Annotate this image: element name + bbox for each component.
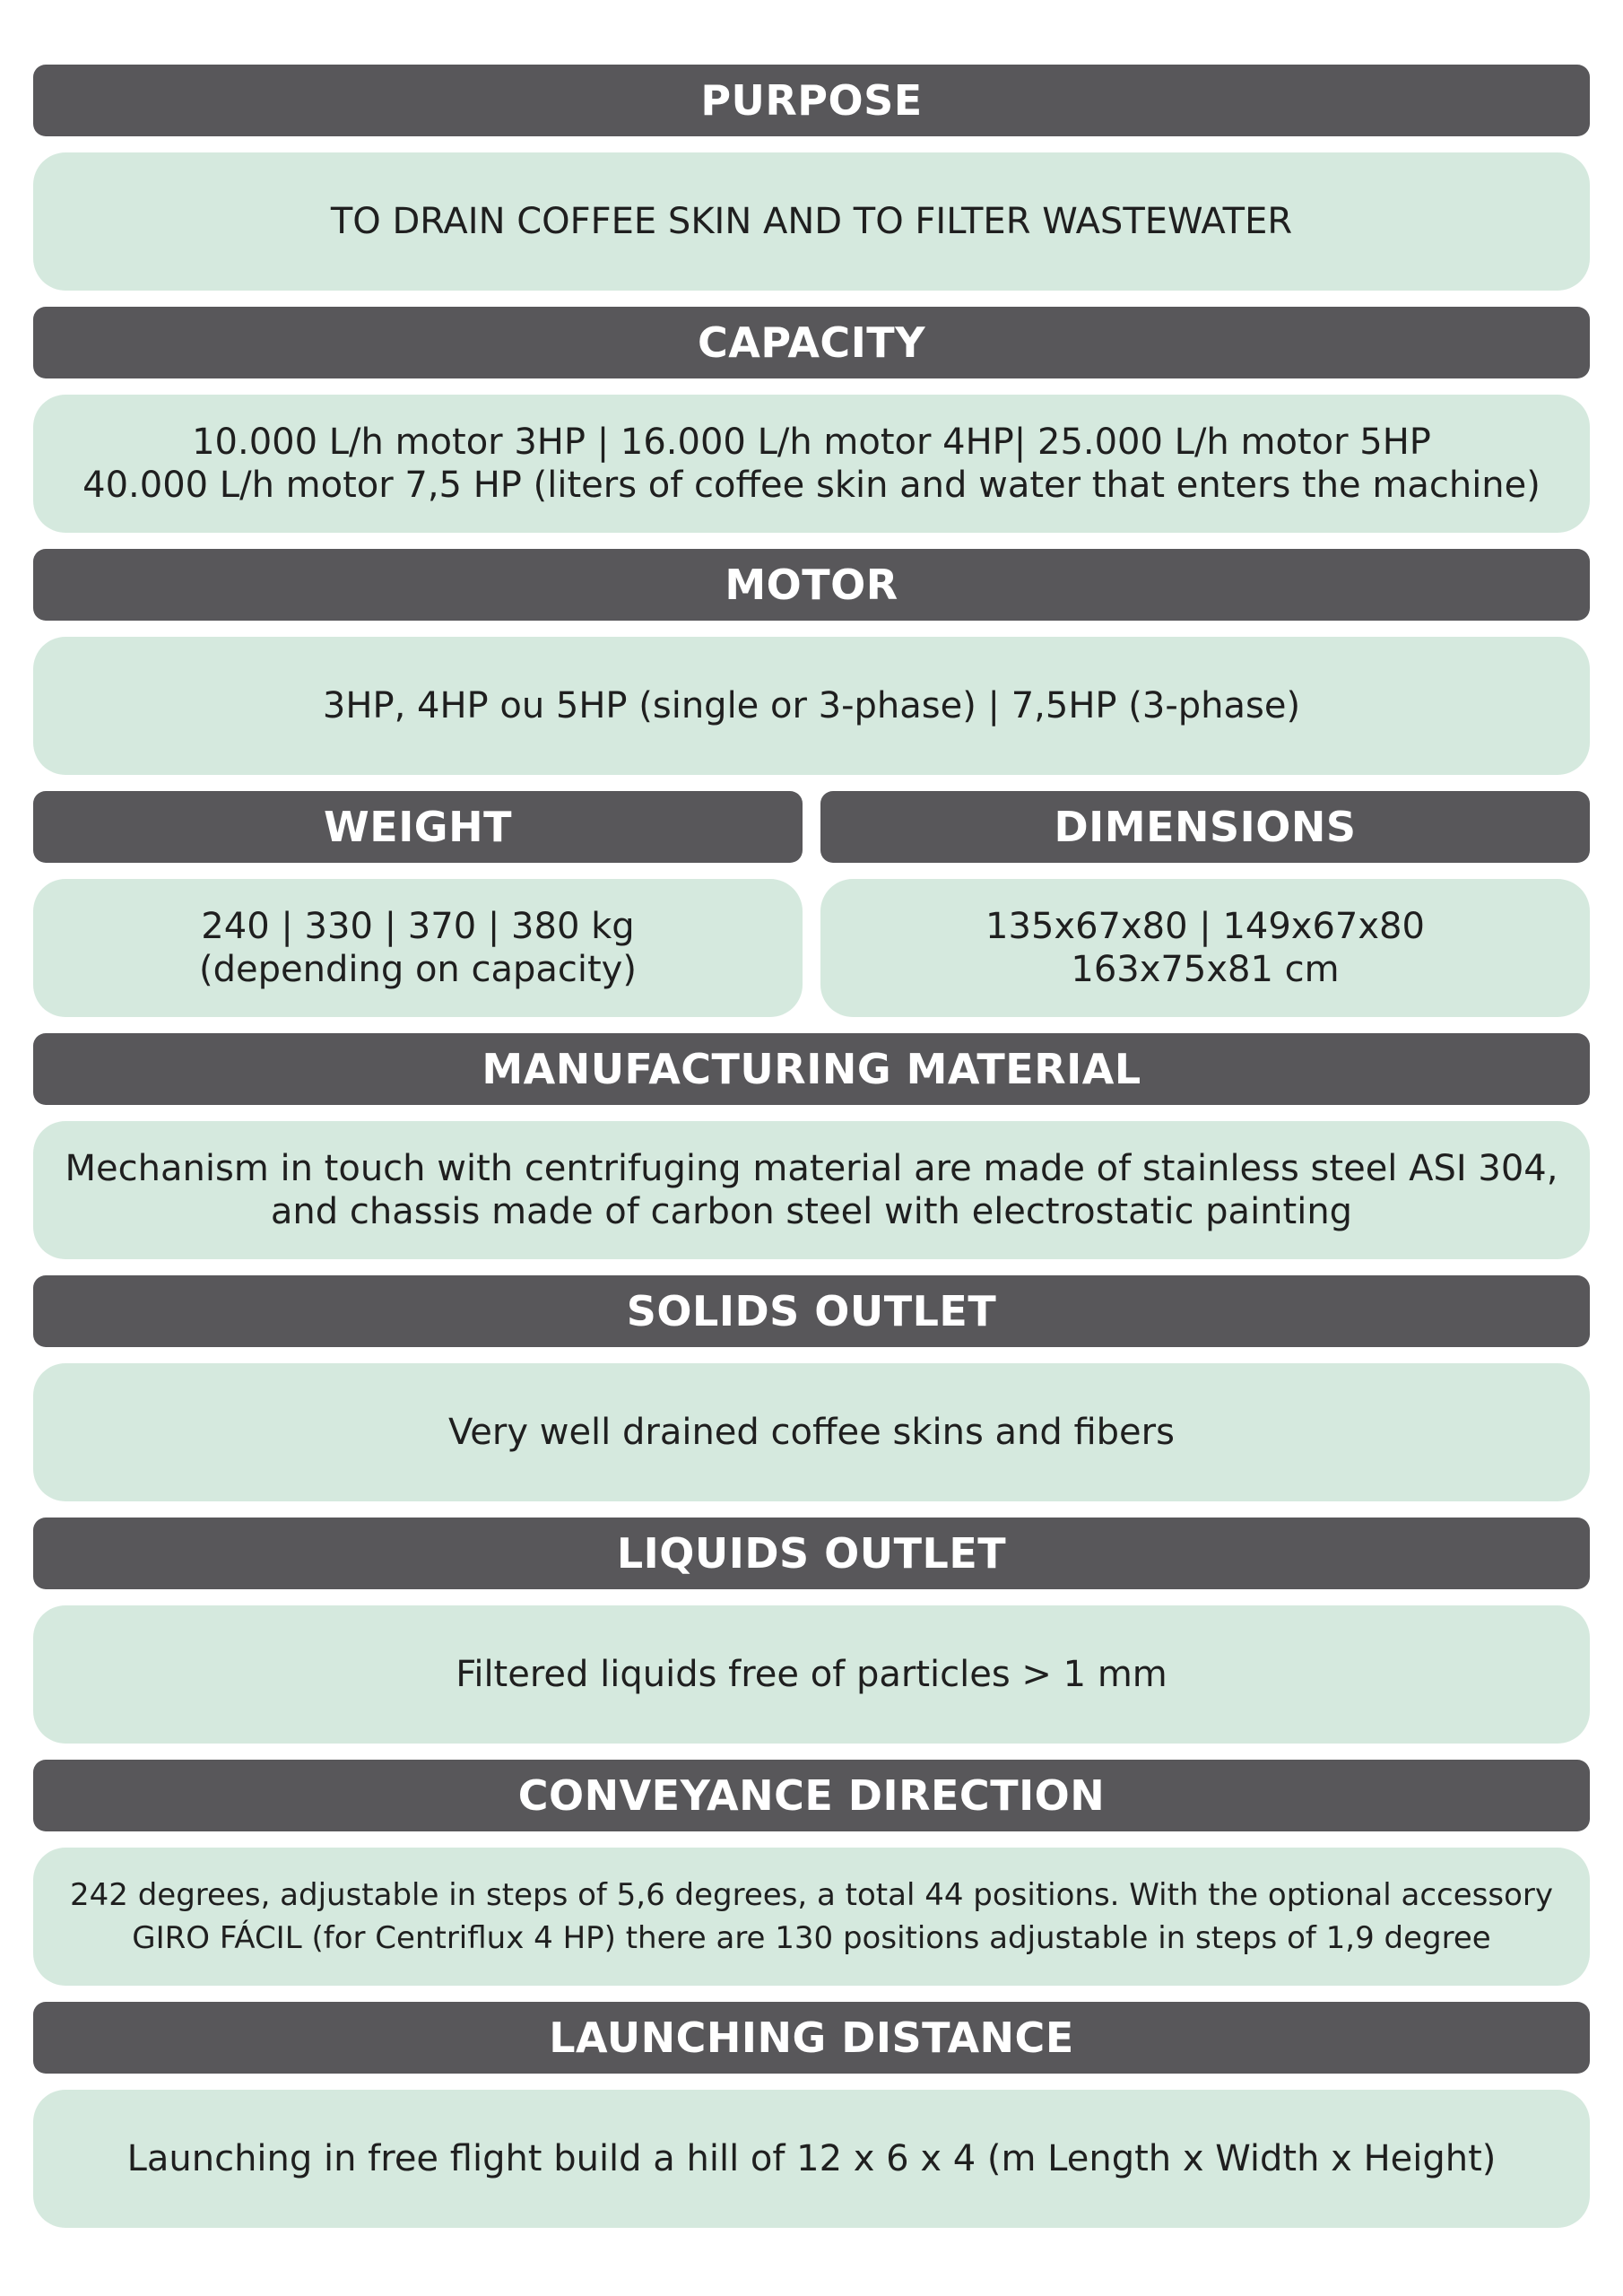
conveyance-section xyxy=(33,1760,1590,1986)
dimensions-line-2: 163x75x81 cm xyxy=(1071,949,1340,990)
motor-text: 3HP, 4HP ou 5HP (single or 3-phase) | 7,5HP (3-phase) xyxy=(322,685,1301,726)
capacity-header: CAPACITY xyxy=(33,307,1590,378)
purpose-text: TO DRAIN COFFEE SKIN AND TO FILTER WASTEWATER xyxy=(330,201,1293,242)
launching-text: Launching in free flight build a hill of 12 x 6 x 4 (m Length x Width x Height) xyxy=(126,2138,1497,2179)
motor-content xyxy=(33,637,1590,775)
launching-section xyxy=(33,2002,1590,2228)
conveyance-line-2: GIRO FÁCIL (for Centriflux 4 HP) there are 130 positions adjustable in steps of 1,9 degree xyxy=(132,1920,1491,1956)
material-content xyxy=(33,1121,1590,1259)
solids-section xyxy=(33,1275,1590,1501)
conveyance-content xyxy=(33,1848,1590,1986)
launching-header: LAUNCHING DISTANCE xyxy=(33,2002,1590,2074)
capacity-content xyxy=(33,395,1590,533)
liquids-header: LIQUIDS OUTLET xyxy=(33,1518,1590,1589)
material-section xyxy=(33,1033,1590,1259)
spec-sheet xyxy=(33,65,1590,2244)
launching-content xyxy=(33,2090,1590,2228)
purpose-content xyxy=(33,152,1590,291)
dimensions-header: DIMENSIONS xyxy=(820,791,1590,863)
solids-content xyxy=(33,1363,1590,1501)
liquids-content xyxy=(33,1605,1590,1744)
weight-content xyxy=(33,879,803,1017)
weight-dimensions-row xyxy=(33,791,1590,1017)
conveyance-header: CONVEYANCE DIRECTION xyxy=(33,1760,1590,1831)
liquids-text: Filtered liquids free of particles > 1 mm xyxy=(456,1654,1167,1695)
capacity-line-2: 40.000 L/h motor 7,5 HP (liters of coffee skin and water that enters the machine) xyxy=(82,465,1541,506)
material-line-1: Mechanism in touch with centrifuging material are made of stainless steel ASI 304, xyxy=(65,1148,1558,1189)
weight-line-2: (depending on capacity) xyxy=(199,949,637,990)
weight-section xyxy=(33,791,803,1017)
capacity-line-1: 10.000 L/h motor 3HP | 16.000 L/h motor 4HP| 25.000 L/h motor 5HP xyxy=(192,422,1431,463)
purpose-header: PURPOSE xyxy=(33,65,1590,136)
solids-text: Very well drained coffee skins and fibers xyxy=(448,1412,1175,1453)
weight-header: WEIGHT xyxy=(33,791,803,863)
conveyance-line-1: 242 degrees, adjustable in steps of 5,6 degrees, a total 44 positions. With the optional accessory xyxy=(70,1877,1553,1913)
solids-header: SOLIDS OUTLET xyxy=(33,1275,1590,1347)
motor-header: MOTOR xyxy=(33,549,1590,621)
capacity-section xyxy=(33,307,1590,533)
weight-line-1: 240 | 330 | 370 | 380 kg xyxy=(201,906,635,947)
dimensions-line-1: 135x67x80 | 149x67x80 xyxy=(985,906,1425,947)
material-header: MANUFACTURING MATERIAL xyxy=(33,1033,1590,1105)
purpose-section xyxy=(33,65,1590,291)
liquids-section xyxy=(33,1518,1590,1744)
motor-section xyxy=(33,549,1590,775)
dimensions-section xyxy=(820,791,1590,1017)
material-line-2: and chassis made of carbon steel with electrostatic painting xyxy=(270,1191,1353,1232)
dimensions-content xyxy=(820,879,1590,1017)
